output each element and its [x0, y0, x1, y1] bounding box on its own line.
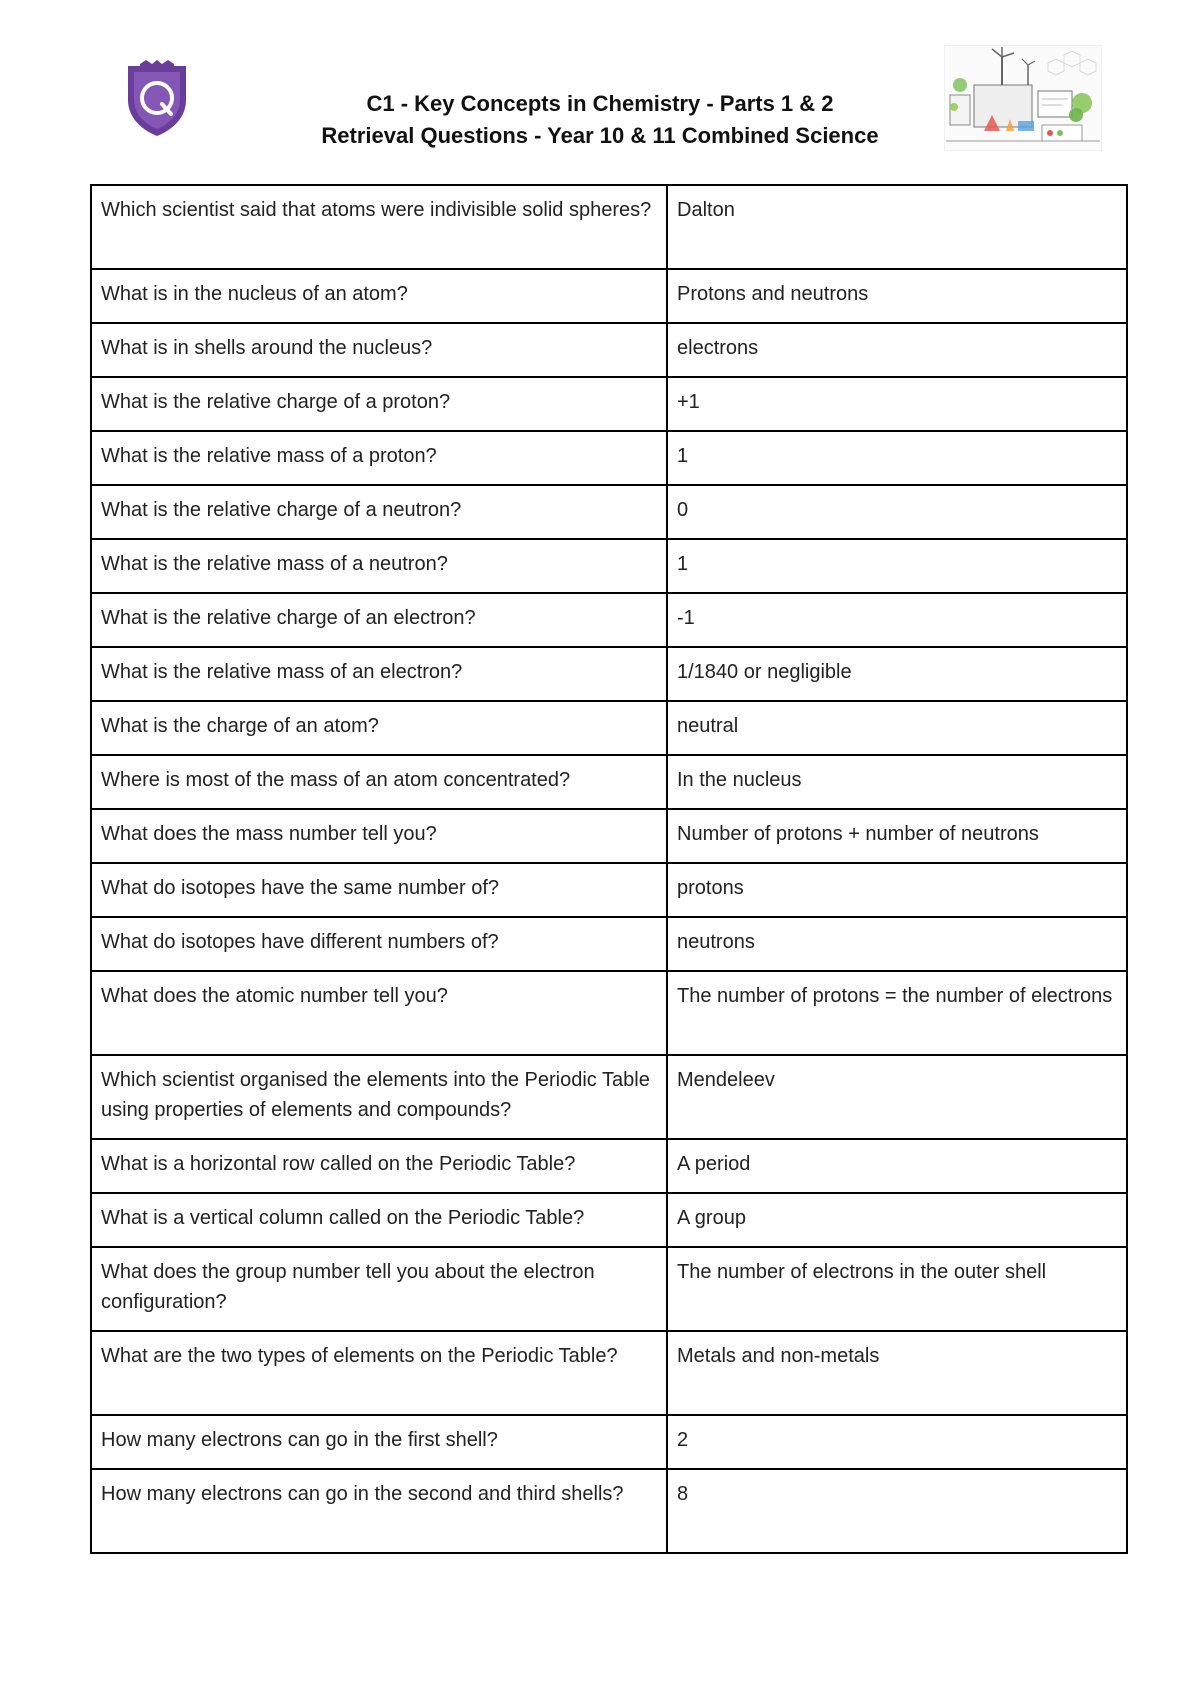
table-row — [91, 647, 1127, 701]
question-cell: What is the relative charge of an electron? — [91, 593, 667, 647]
question-cell: What is the relative mass of a neutron? — [91, 539, 667, 593]
table-row — [91, 377, 1127, 431]
table-row — [91, 917, 1127, 971]
answer-cell: Mendeleev — [667, 1055, 1127, 1139]
title-line-2: Retrieval Questions - Year 10 & 11 Combined Science — [321, 123, 879, 148]
answer-cell: 0 — [667, 485, 1127, 539]
table-row — [91, 1193, 1127, 1247]
answer-cell: In the nucleus — [667, 755, 1127, 809]
question-cell: What does the mass number tell you? — [91, 809, 667, 863]
answer-cell: 1/1840 or negligible — [667, 647, 1127, 701]
answer-cell: +1 — [667, 377, 1127, 431]
table-row — [91, 485, 1127, 539]
table-row — [91, 593, 1127, 647]
question-cell: Which scientist said that atoms were indivisible solid spheres? — [91, 185, 667, 269]
question-cell: Which scientist organised the elements into the Periodic Table using properties of elements and compounds? — [91, 1055, 667, 1139]
table-row — [91, 971, 1127, 1055]
question-cell: What does the atomic number tell you? — [91, 971, 667, 1055]
answer-cell: electrons — [667, 323, 1127, 377]
table-row — [91, 701, 1127, 755]
table-row — [91, 809, 1127, 863]
answer-cell: A group — [667, 1193, 1127, 1247]
page-title — [200, 88, 1000, 152]
table-row — [91, 1469, 1127, 1553]
answer-cell: neutrons — [667, 917, 1127, 971]
question-cell: What is in the nucleus of an atom? — [91, 269, 667, 323]
answer-cell: 1 — [667, 431, 1127, 485]
answer-cell: -1 — [667, 593, 1127, 647]
question-cell: What is the relative mass of an electron? — [91, 647, 667, 701]
table-row — [91, 185, 1127, 269]
table-row — [91, 539, 1127, 593]
answer-cell: neutral — [667, 701, 1127, 755]
question-cell: What does the group number tell you about the electron configuration? — [91, 1247, 667, 1331]
table-row — [91, 1139, 1127, 1193]
table-row — [91, 1055, 1127, 1139]
answer-cell: 8 — [667, 1469, 1127, 1553]
question-cell: What is a horizontal row called on the Periodic Table? — [91, 1139, 667, 1193]
answer-cell: A period — [667, 1139, 1127, 1193]
question-cell: How many electrons can go in the second and third shells? — [91, 1469, 667, 1553]
table-row — [91, 755, 1127, 809]
answer-cell: protons — [667, 863, 1127, 917]
table-row — [91, 269, 1127, 323]
science-illustration-icon — [944, 45, 1102, 151]
questions-table — [90, 184, 1128, 1554]
table-row — [91, 1247, 1127, 1331]
table-row — [91, 863, 1127, 917]
question-cell: What is in shells around the nucleus? — [91, 323, 667, 377]
question-cell: What do isotopes have the same number of? — [91, 863, 667, 917]
question-cell: What is the charge of an atom? — [91, 701, 667, 755]
table-row — [91, 1415, 1127, 1469]
answer-cell: The number of protons = the number of electrons — [667, 971, 1127, 1055]
question-cell: How many electrons can go in the first shell? — [91, 1415, 667, 1469]
title-line-1: C1 - Key Concepts in Chemistry - Parts 1 & 2 — [366, 91, 834, 116]
table-row — [91, 323, 1127, 377]
question-cell: What do isotopes have different numbers of? — [91, 917, 667, 971]
table-row — [91, 1331, 1127, 1415]
question-cell: Where is most of the mass of an atom concentrated? — [91, 755, 667, 809]
table-row — [91, 431, 1127, 485]
question-cell: What is the relative charge of a neutron? — [91, 485, 667, 539]
page-header — [0, 0, 1200, 170]
question-cell: What is a vertical column called on the Periodic Table? — [91, 1193, 667, 1247]
answer-cell: Dalton — [667, 185, 1127, 269]
answer-cell: The number of electrons in the outer shell — [667, 1247, 1127, 1331]
answer-cell: Protons and neutrons — [667, 269, 1127, 323]
question-cell: What is the relative mass of a proton? — [91, 431, 667, 485]
question-cell: What are the two types of elements on the Periodic Table? — [91, 1331, 667, 1415]
answer-cell: 2 — [667, 1415, 1127, 1469]
school-crest-logo — [122, 60, 192, 138]
question-cell: What is the relative charge of a proton? — [91, 377, 667, 431]
answer-cell: Number of protons + number of neutrons — [667, 809, 1127, 863]
answer-cell: 1 — [667, 539, 1127, 593]
answer-cell: Metals and non-metals — [667, 1331, 1127, 1415]
